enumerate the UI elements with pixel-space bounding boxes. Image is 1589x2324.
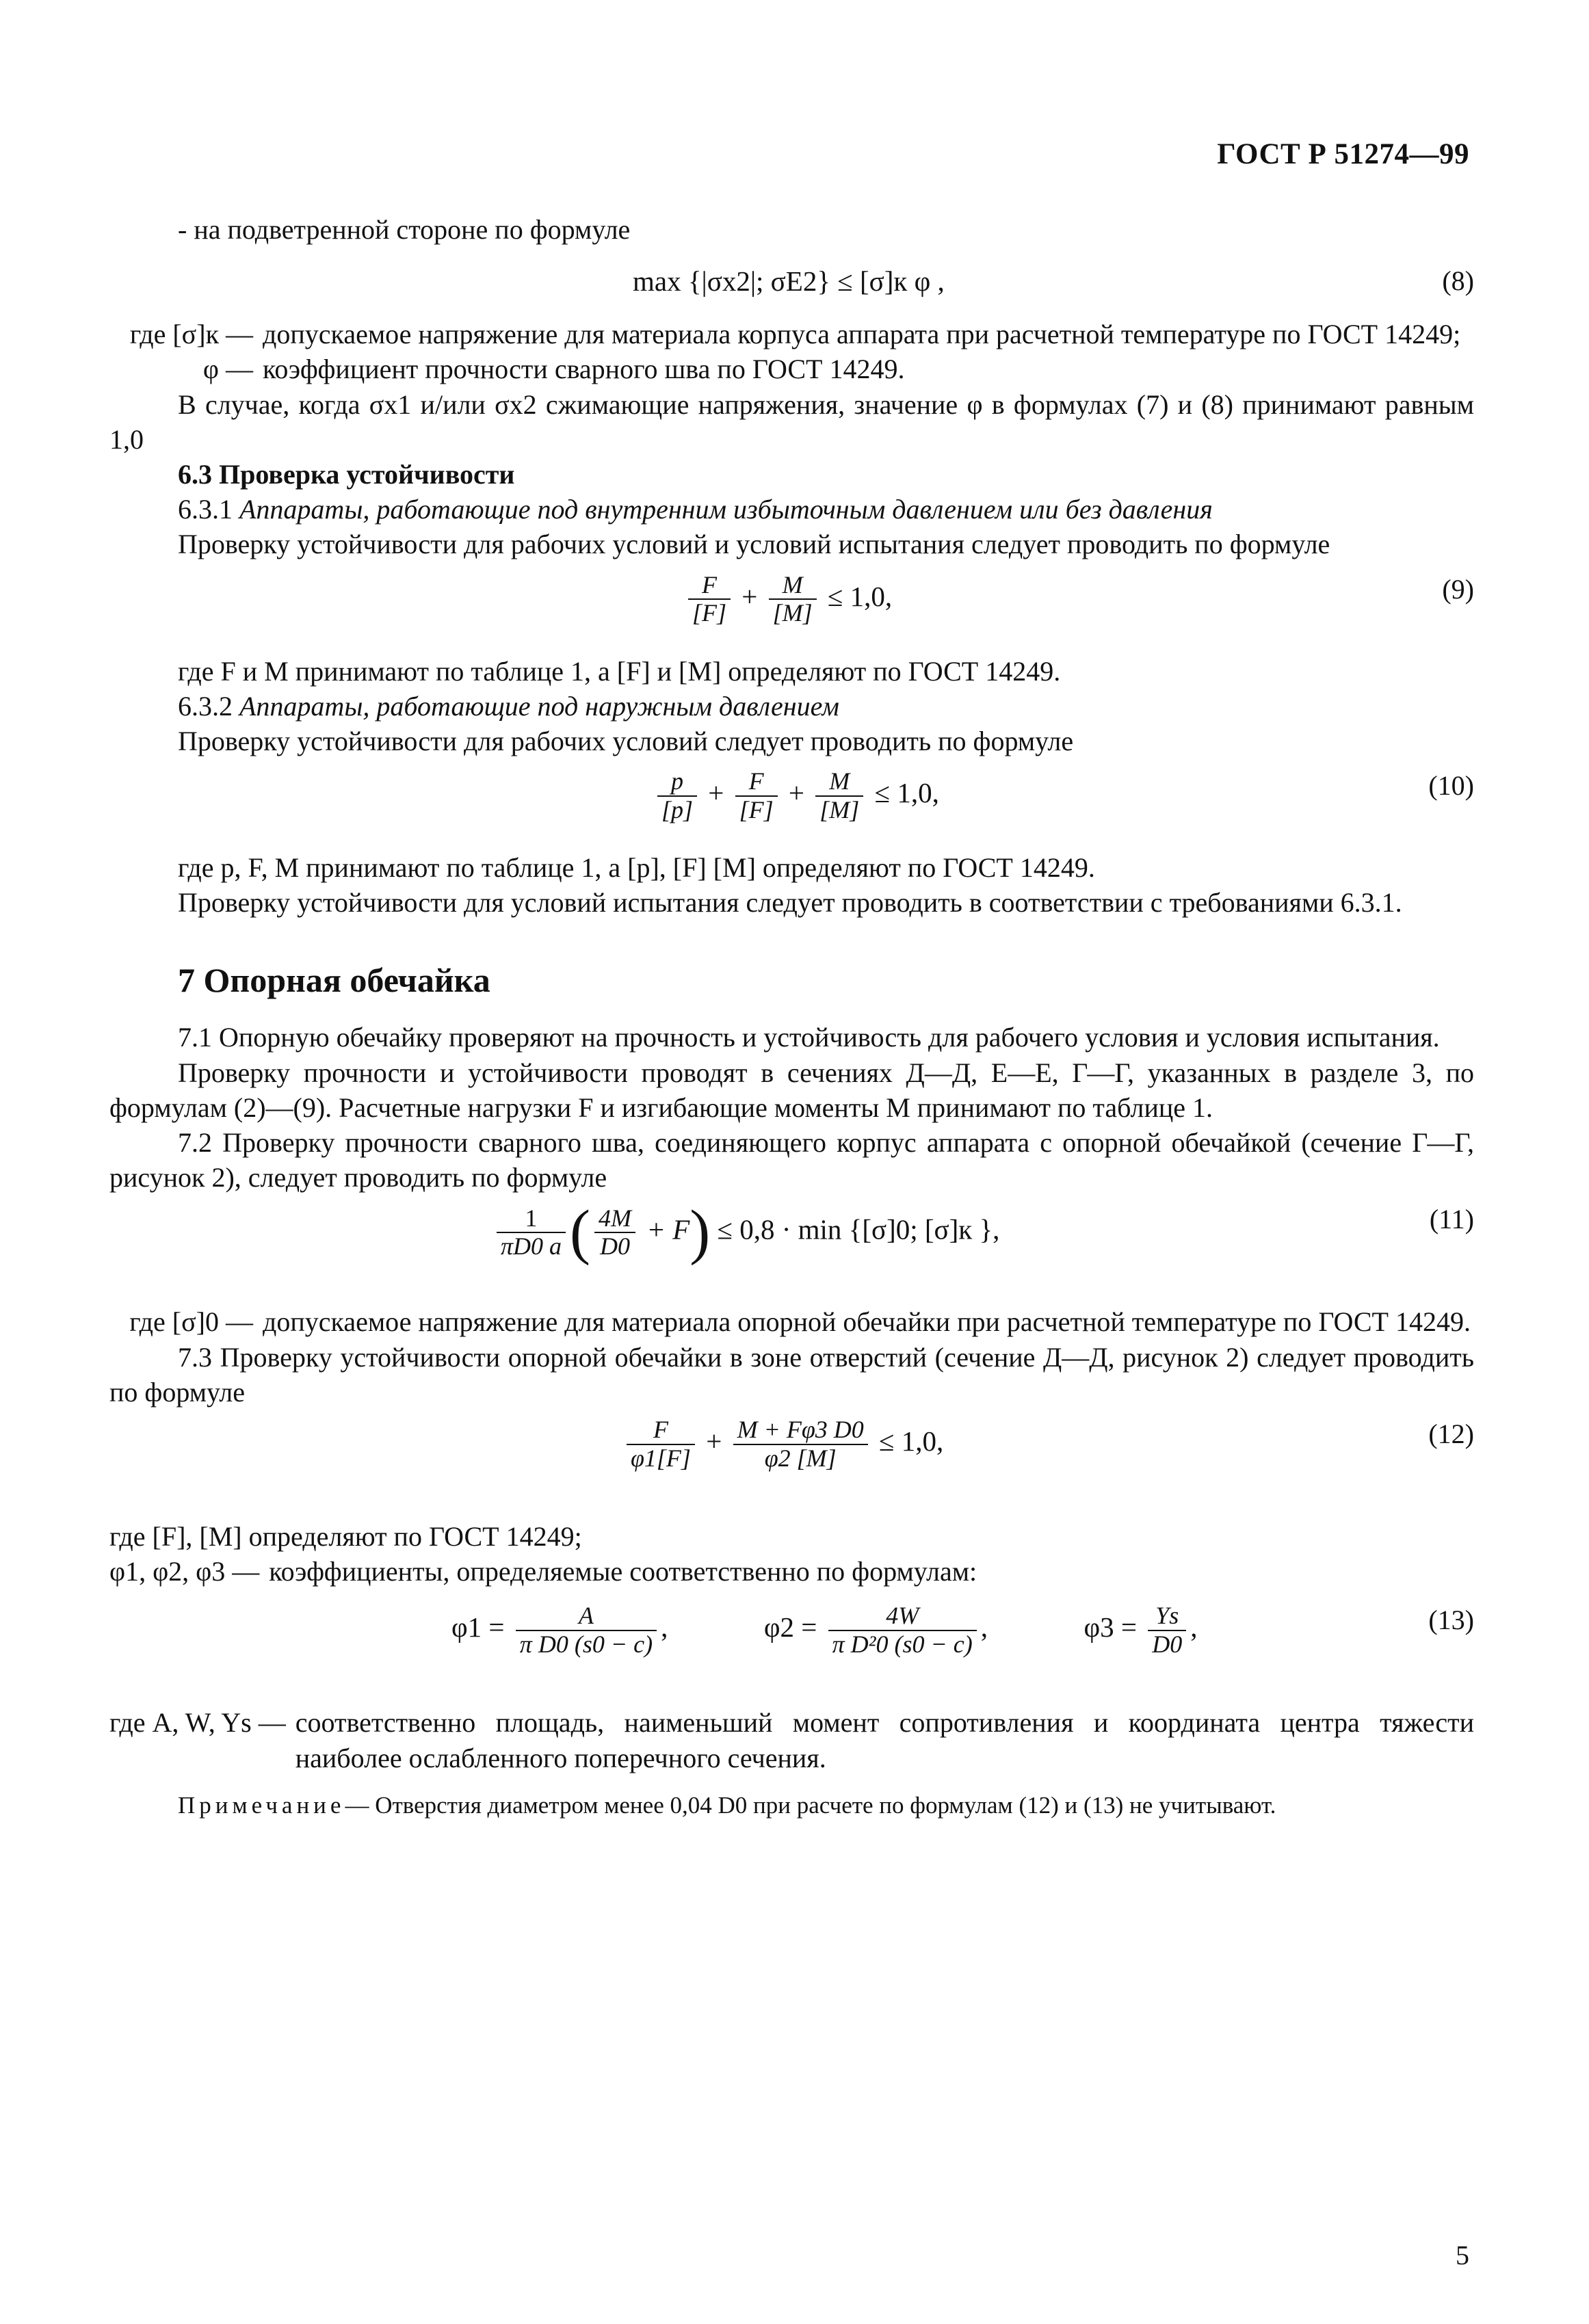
page-number: 5	[1456, 2240, 1469, 2271]
section-number: 6.3.1	[178, 494, 233, 525]
formula-12-body: $\frac{F}{\varphi 1[F]}$ + $\frac{M + F\varphi 3 D0}{\varphi 2 [M]}$ ≤ 1,0,	[622, 1416, 943, 1472]
paragraph-test: Проверку устойчивости для условий испытания следует проводить в соответствии с требованиями 6.3.1.	[178, 887, 1402, 919]
paragraph-7-2: 7.2 Проверку прочности сварного шва, соединяющего корпус аппарата с опорной обечайкой (сечение Г—Г, рисунок 2), следует проводить по формуле	[109, 1127, 1474, 1193]
section-6-3-2-heading	[109, 689, 1474, 724]
formula-8-number: (8)	[1442, 265, 1474, 297]
definition-symbol: где [σ]0 —	[129, 1306, 253, 1338]
definition-sigma-k	[109, 317, 1474, 352]
fraction: $\frac{F}{[F]}$	[735, 768, 778, 823]
formula-10-body: $\frac{p}{[p]}$ + $\frac{F}{[F]}$ + $\frac{M}{[M]}$ ≤ 1,0,	[653, 768, 939, 823]
definition-symbol: где [σ]к —	[129, 319, 253, 350]
section-6-3-1-heading	[109, 492, 1474, 527]
definition-a-w-ys	[109, 1705, 1474, 1775]
fraction: $\frac{4M}{D0}$	[594, 1205, 635, 1260]
fraction: $\frac{F}{[F]}$	[688, 572, 731, 627]
formula-11-number: (11)	[1429, 1204, 1474, 1235]
formula-10-number: (10)	[1428, 770, 1474, 802]
paragraph-check-work: Проверку устойчивости для рабочих условий следует проводить по формуле	[178, 725, 1074, 756]
fraction: $\frac{F}{\varphi 1[F]}$	[627, 1416, 695, 1472]
fraction: $\frac{4W}{\text{π D²0 (s0 − c)}}$	[828, 1602, 977, 1658]
section-6-3-heading: 6.3 Проверка устойчивости	[178, 458, 515, 490]
section-title: Аппараты, работающие под внутренним избыточным давлением или без давления	[239, 494, 1213, 525]
page-content	[109, 212, 1474, 1821]
document-header: ГОСТ Р 51274—99	[1217, 138, 1469, 170]
definition-phi	[109, 352, 1474, 386]
definition-text: допускаемое напряжение для материала корпуса аппарата при расчетной температуре по ГОСТ 14249;	[263, 319, 1461, 350]
formula-9-body: $\frac{F}{[F]}$ + $\frac{M}{[M]}$ ≤ 1,0,	[684, 572, 892, 627]
paragraph-check-work-test: Проверку устойчивости для рабочих условий и условий испытания следует проводить по формуле	[178, 529, 1330, 560]
formula-13	[109, 1602, 1474, 1705]
paragraph-7-3: 7.3 Проверку устойчивости опорной обечайки в зоне отверстий (сечение Д—Д, рисунок 2) следует проводить по формуле	[109, 1341, 1474, 1408]
section-7-heading: 7 Опорная обечайка	[178, 961, 490, 1000]
paragraph-case: В случае, когда σx1 и/или σx2 сжимающие напряжения, значение φ в формулах (7) и (8) принимают равным 1,0	[109, 388, 1474, 455]
definition-symbol: φ —	[202, 354, 253, 385]
definition-text: коэффициент прочности сварного шва по ГОСТ 14249.	[263, 354, 905, 385]
right-paren: )	[690, 1198, 711, 1267]
fraction: $\frac{1}{\pi D0 a}$	[497, 1205, 566, 1260]
section-title: Аппараты, работающие под наружным давлением	[239, 690, 839, 722]
paragraph-leeward: - на подветренной стороне по формуле	[178, 214, 631, 245]
definition-text: коэффициенты, определяемые соответственно по формулам:	[269, 1556, 977, 1587]
formula-13-body: φ1 = $\frac{A}{\text{π D0 (s0 − c)}}$ , φ2 = $\frac{4W}{\text{π D²0 (s0 − c)}}$ , φ3 = $\frac{Ys}{D0}$ ,	[451, 1602, 1198, 1658]
formula-10	[109, 768, 1474, 850]
formula-12-number: (12)	[1428, 1418, 1474, 1449]
formula-8-body: max {|σx2|; σE2} ≤ [σ]к φ ,	[633, 265, 945, 298]
formula-11-body: $\frac{1}{\pi D0 a}$ ( $\frac{4M}{D0}$ + F) ≤ 0,8 · min {[σ]0; [σ]к },	[493, 1202, 999, 1263]
paragraph-where-9: где F и M принимают по таблице 1, а [F] и [M] определяют по ГОСТ 14249.	[178, 655, 1061, 687]
fraction: $\frac{M + F\varphi 3 D0}{\varphi 2 [M]}$	[733, 1416, 868, 1472]
fraction: $\frac{A}{\text{π D0 (s0 − c)}}$	[516, 1602, 657, 1658]
definition-symbol: φ1, φ2, φ3 —	[109, 1556, 260, 1587]
formula-8	[109, 263, 1474, 317]
fraction: $\frac{M}{[M]}$	[815, 768, 863, 823]
definition-sigma-0	[109, 1304, 1474, 1339]
formula-13-number: (13)	[1428, 1605, 1474, 1636]
fraction: $\frac{p}{[p]}$	[657, 768, 697, 823]
paragraph-where-10: где p, F, M принимают по таблице 1, а [p], [F] [M] определяют по ГОСТ 14249.	[178, 852, 1095, 884]
formula-12	[109, 1416, 1474, 1519]
paragraph-7-1: 7.1 Опорную обечайку проверяют на прочность и устойчивость для рабочего условия и условия испытания.	[178, 1022, 1440, 1053]
paragraph-7-1b: Проверку прочности и устойчивости проводят в сечениях Д—Д, Е—Е, Г—Г, указанных в разделе 3, по формулам (2)—(9). Расчетные нагрузки F и изгибающие моменты M принимают по таблице 1.	[109, 1057, 1474, 1123]
definition-text: допускаемое напряжение для материала опорной обечайки при расчетной температуре по ГОСТ 14249.	[263, 1306, 1471, 1338]
note	[109, 1791, 1474, 1821]
section-number: 6.3.2	[178, 690, 233, 722]
formula-9-number: (9)	[1442, 573, 1474, 605]
paragraph-where-12: где [F], [M] определяют по ГОСТ 14249;	[109, 1520, 582, 1552]
formula-11	[109, 1198, 1474, 1304]
note-text: — Отверстия диаметром менее 0,04 D0 при расчете по формулам (12) и (13) не учитывают.	[345, 1791, 1276, 1819]
definition-symbol: где A, W, Ys —	[109, 1707, 286, 1739]
fraction: $\frac{M}{[M]}$	[769, 572, 817, 627]
definition-text: соответственно площадь, наименьший момент сопротивления и координата центра тяжести наиболее ослабленного поперечного сечения.	[295, 1707, 1474, 1773]
left-paren: (	[570, 1198, 591, 1267]
note-label: Примечание	[178, 1791, 345, 1819]
formula-9	[109, 572, 1474, 654]
definition-phis	[109, 1554, 1474, 1589]
fraction: $\frac{Ys}{D0}$	[1148, 1602, 1186, 1658]
